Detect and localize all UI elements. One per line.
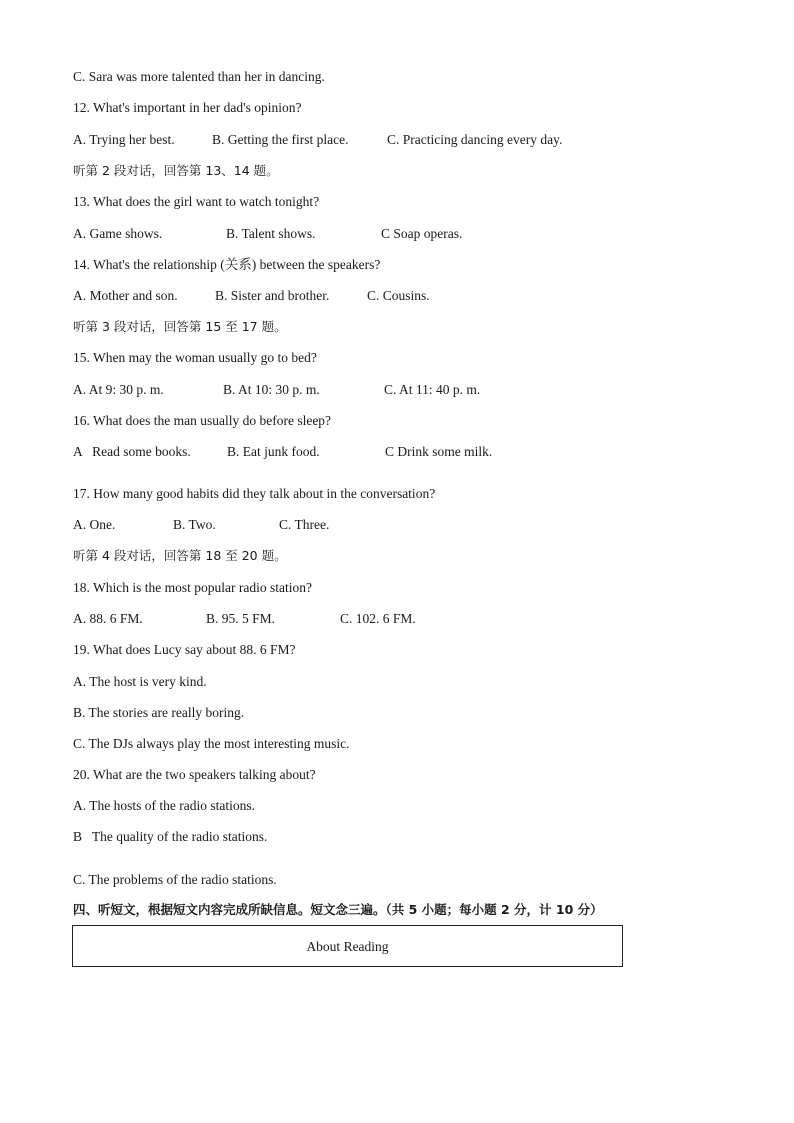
option-20c: C. The problems of the radio stations. (73, 872, 277, 887)
question-19: 19. What does Lucy say about 88. 6 FM? (73, 642, 296, 657)
option-16a: A Read some books. (73, 444, 191, 459)
option-13a: A. Game shows. (73, 226, 163, 241)
question-20: 20. What are the two speakers talking about? (73, 767, 316, 782)
question-16: 16. What does the man usually do before sleep? (73, 413, 332, 428)
option-12c: C. Practicing dancing every day. (387, 132, 563, 147)
section-dialogue-3: 听第 3 段对话，回答第 15 至 17 题。 (73, 319, 287, 334)
option-17a: A. One. (73, 517, 116, 532)
option-19b: B. The stories are really boring. (73, 705, 245, 720)
option-18a: A. 88. 6 FM. (73, 611, 143, 626)
option-17c: C. Three. (279, 517, 330, 532)
table-title: About Reading (306, 939, 389, 954)
question-14: 14. What's the relationship (关系) between the speakers? (73, 257, 381, 272)
option-15b: B. At 10: 30 p. m. (223, 382, 320, 397)
option-13b: B. Talent shows. (226, 226, 316, 241)
section-dialogue-2: 听第 2 段对话，回答第 13、14 题。 (73, 163, 279, 178)
option-20a: A. The hosts of the radio stations. (73, 798, 255, 813)
option-12b: B. Getting the first place. (212, 132, 349, 147)
option-14b: B. Sister and brother. (215, 288, 330, 303)
option-19a: A. The host is very kind. (73, 674, 207, 689)
option-17b: B. Two. (173, 517, 216, 532)
section-dialogue-4: 听第 4 段对话，回答第 18 至 20 题。 (73, 548, 287, 563)
option-19c: C. The DJs always play the most interesting music. (73, 736, 350, 751)
question-13: 13. What does the girl want to watch tonight? (73, 194, 320, 209)
option-11c: C. Sara was more talented than her in dancing. (73, 69, 325, 84)
option-16c: C Drink some milk. (385, 444, 493, 459)
part-four-heading: 四、听短文，根据短文内容完成所缺信息。短文念三遍。（共 5 小题；每小题 2 分，计 10 分） (73, 902, 603, 917)
option-15c: C. At 11: 40 p. m. (384, 382, 481, 397)
question-12: 12. What's important in her dad's opinion? (73, 100, 302, 115)
about-reading-table (72, 925, 623, 967)
option-13c: C Soap operas. (381, 226, 463, 241)
option-15a: A. At 9: 30 p. m. (73, 382, 164, 397)
option-18c: C. 102. 6 FM. (340, 611, 416, 626)
option-12a: A. Trying her best. (73, 132, 175, 147)
option-14c: C. Cousins. (367, 288, 430, 303)
question-18: 18. Which is the most popular radio station? (73, 580, 312, 595)
option-14a: A. Mother and son. (73, 288, 178, 303)
option-20b: B The quality of the radio stations. (73, 829, 268, 844)
option-16b: B. Eat junk food. (227, 444, 320, 459)
option-18b: B. 95. 5 FM. (206, 611, 276, 626)
question-15: 15. When may the woman usually go to bed? (73, 350, 317, 365)
question-17: 17. How many good habits did they talk about in the conversation? (73, 486, 436, 501)
